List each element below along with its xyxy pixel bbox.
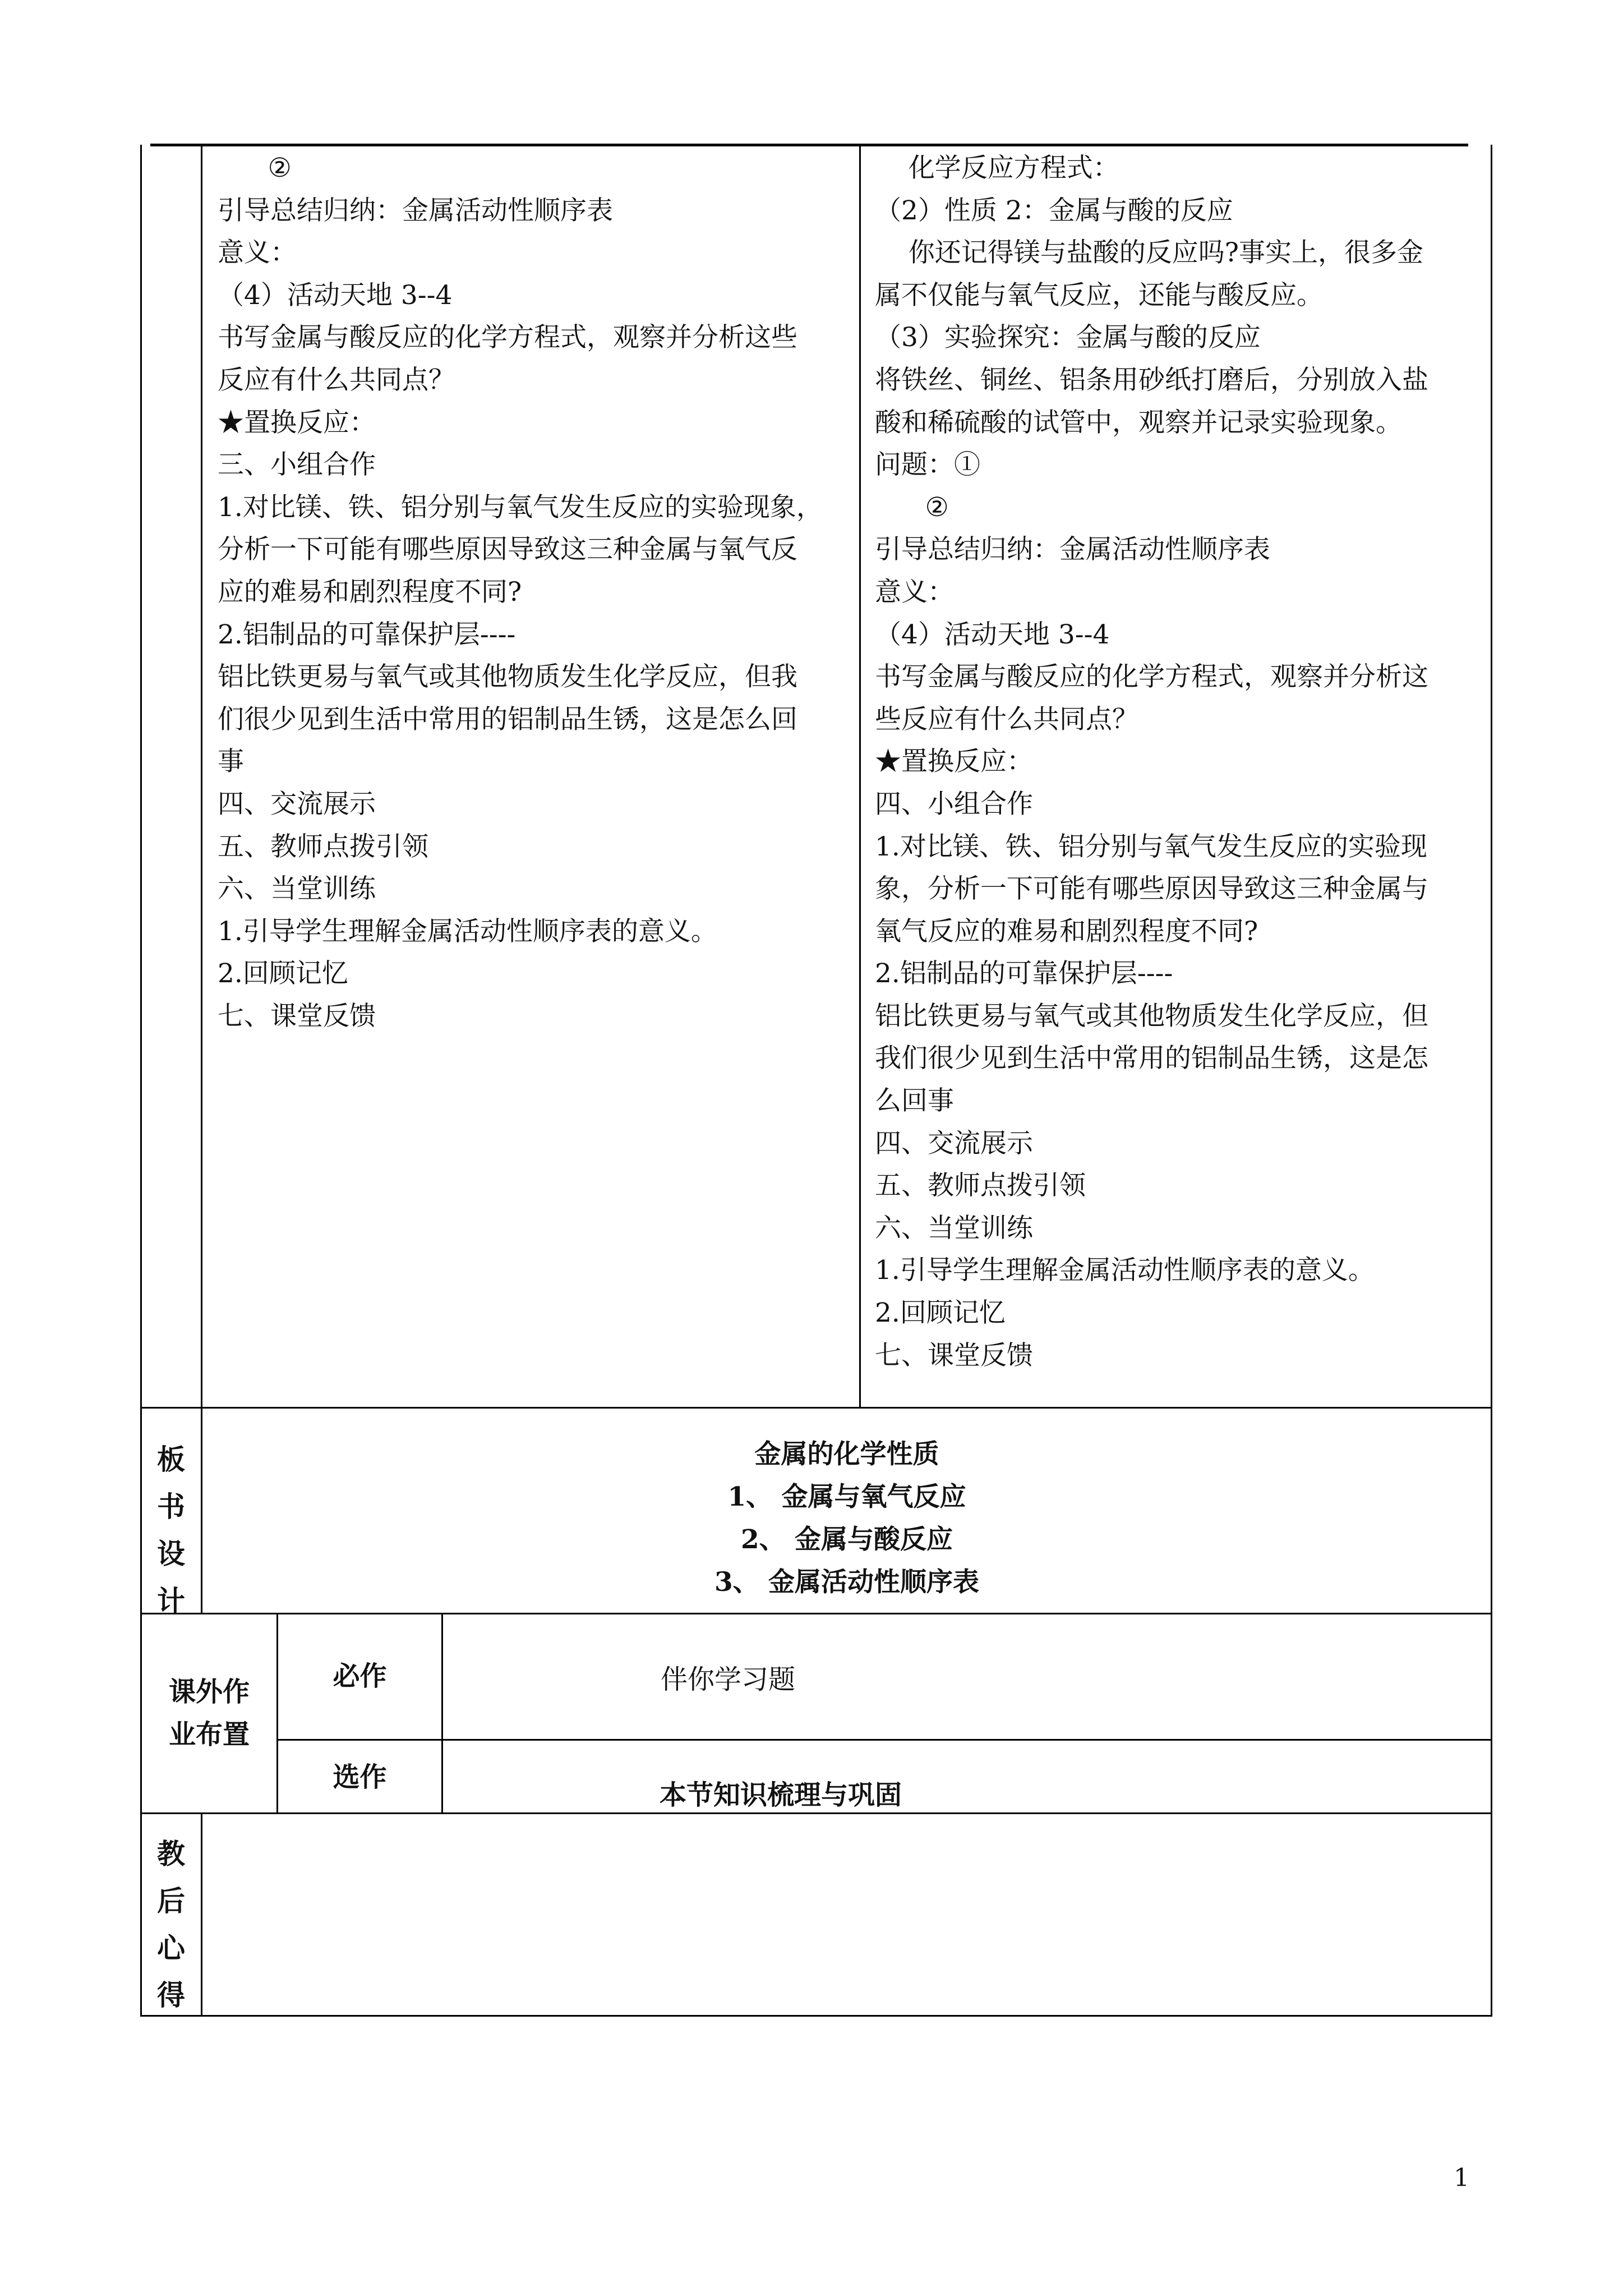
optional-content: 本节知识梳理与巩固	[660, 1779, 902, 1811]
right-line: 你还记得镁与盐酸的反应吗?事实上，很多金	[875, 237, 1423, 269]
right-line: 2.铝制品的可靠保护层----	[875, 958, 1173, 990]
right-line: 四、交流展示	[875, 1128, 1033, 1159]
board-title: 金属的化学性质	[754, 1439, 939, 1470]
left-line: 1.对比镁、铁、铝分别与氧气发生反应的实验现象，	[218, 491, 823, 523]
right-line: 引导总结归纳：金属活动性顺序表	[875, 534, 1270, 565]
right-line: 1.引导学生理解金属活动性顺序表的意义。	[875, 1255, 1375, 1286]
left-line: 1.引导学生理解金属活动性顺序表的意义。	[218, 915, 717, 947]
board-item: 3、 金属活动性顺序表	[714, 1567, 980, 1598]
right-line: 么回事	[875, 1085, 954, 1117]
right-line: ②	[875, 491, 949, 523]
right-line: 四、小组合作	[875, 788, 1033, 820]
left-line: 应的难易和剧烈程度不同?	[218, 576, 522, 608]
left-line: 书写金属与酸反应的化学方程式，观察并分析这些	[218, 322, 797, 353]
left-line: 反应有什么共同点？	[218, 364, 455, 395]
left-line: 铝比铁更易与氧气或其他物质发生化学反应，但我	[218, 661, 797, 693]
right-line: 六、当堂训练	[875, 1212, 1033, 1244]
right-line: 1.对比镁、铁、铝分别与氧气发生反应的实验现	[875, 831, 1427, 862]
top-rule	[150, 144, 1468, 146]
board-item: 1、 金属与氧气反应	[727, 1481, 966, 1512]
homework-type-divider	[441, 1613, 443, 1814]
label-char: 设	[157, 1537, 185, 1570]
right-line: 意义：	[875, 576, 954, 608]
right-line: 将铁丝、铜丝、铝条用砂纸打磨后，分别放入盐	[875, 364, 1428, 395]
left-line: 三、小组合作	[218, 449, 376, 481]
page-number: 1	[1454, 2164, 1469, 2192]
right-line: 属不仅能与氧气反应，还能与酸反应。	[875, 279, 1323, 311]
right-line: 些反应有什么共同点？	[875, 703, 1138, 735]
board-design-label	[140, 1436, 202, 1625]
left-line: 2.铝制品的可靠保护层----	[218, 619, 516, 650]
left-line: 四、交流展示	[218, 788, 376, 820]
board-design-content	[202, 1433, 1492, 1604]
required-label: 必作	[333, 1660, 387, 1692]
homework-label-line: 课外作	[168, 1676, 250, 1708]
right-line: 五、教师点拨引领	[875, 1170, 1086, 1202]
right-line: 2.回顾记忆	[875, 1297, 1006, 1329]
required-content: 伴你学习题	[661, 1664, 796, 1695]
board-item: 2、 金属与酸反应	[740, 1524, 953, 1555]
optional-label: 选作	[333, 1761, 387, 1793]
left-line: 事	[218, 746, 244, 777]
right-line: 我们很少见到生活中常用的铝制品生锈，这是怎	[875, 1043, 1428, 1074]
label-char: 书	[157, 1490, 185, 1523]
right-line: （3）实验探究：金属与酸的反应	[875, 322, 1261, 353]
left-line: 七、课堂反馈	[218, 1000, 376, 1032]
label-column-divider	[201, 145, 202, 1614]
content-middle-divider	[859, 145, 861, 1408]
table-bottom-rule	[140, 2015, 1492, 2017]
label-char: 计	[157, 1584, 185, 1617]
right-line: 氧气反应的难易和剧烈程度不同?	[875, 915, 1258, 947]
left-line: 分析一下可能有哪些原因导致这三种金属与氧气反	[218, 534, 797, 565]
reflection-top-rule	[140, 1812, 1492, 1814]
left-line: 五、教师点拨引领	[218, 831, 428, 862]
right-line: ★置换反应：	[875, 746, 1033, 777]
left-line: 2.回顾记忆	[218, 958, 348, 990]
table-right-border	[1491, 145, 1492, 2016]
right-line: 问题：①	[875, 449, 980, 481]
label-char: 教	[157, 1837, 185, 1870]
homework-top-rule	[140, 1613, 1492, 1614]
right-line: 铝比铁更易与氧气或其他物质发生化学反应，但	[875, 1000, 1428, 1032]
label-char: 后	[157, 1884, 185, 1917]
right-line: （2）性质 2：金属与酸的反应	[875, 195, 1233, 226]
left-line: （4）活动天地 3--4	[218, 279, 453, 311]
homework-label-line: 业布置	[168, 1719, 250, 1750]
label-char: 心	[157, 1931, 185, 1964]
right-line: （4）活动天地 3--4	[875, 619, 1110, 650]
left-line: 引导总结归纳：金属活动性顺序表	[218, 195, 613, 226]
left-content-column	[218, 147, 857, 1037]
left-line: 们很少见到生活中常用的铝制品生锈，这是怎么回	[218, 703, 797, 735]
homework-mid-rule	[276, 1739, 1492, 1741]
left-line: 意义：	[218, 237, 297, 269]
label-char: 得	[157, 1978, 185, 2012]
board-top-rule	[140, 1407, 1492, 1409]
label-char: 板	[157, 1443, 185, 1476]
right-content-column	[875, 147, 1486, 1377]
right-line: 象，分析一下可能有哪些原因导致这三种金属与	[875, 873, 1428, 905]
right-line: 七、课堂反馈	[875, 1340, 1033, 1371]
homework-label	[142, 1671, 276, 1756]
left-line: ★置换反应：	[218, 407, 376, 438]
right-line: 书写金属与酸反应的化学方程式，观察并分析这	[875, 661, 1428, 693]
right-line: 酸和稀硫酸的试管中，观察并记录实验现象。	[875, 407, 1402, 438]
left-line: ②	[218, 153, 292, 183]
left-line: 六、当堂训练	[218, 873, 376, 905]
reflection-label	[140, 1830, 202, 2019]
right-line: 化学反应方程式：	[875, 153, 1119, 183]
